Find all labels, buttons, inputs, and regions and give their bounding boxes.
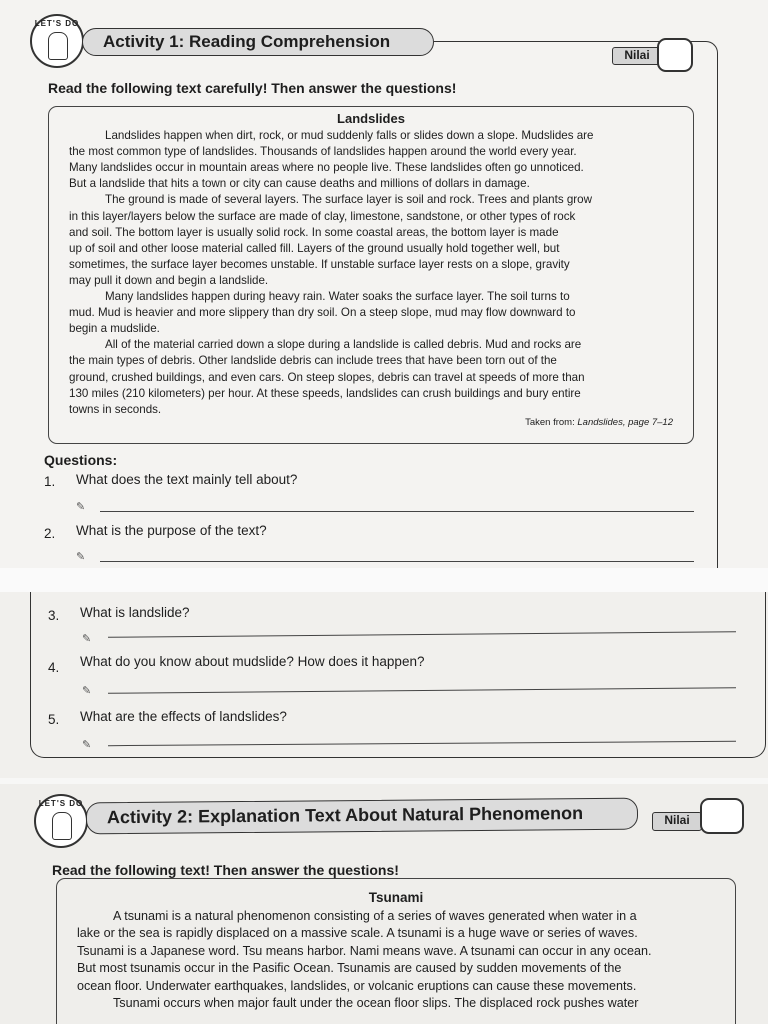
question-number: 2. [44, 526, 56, 541]
question-text: What is landslide? [80, 605, 190, 620]
passage-title: Tsunami [368, 890, 424, 905]
pencil-icon: ✎ [76, 501, 86, 513]
passage-line: sometimes, the surface layer becomes unstable. If unstable surface layer rests on a slope, gravity [69, 257, 570, 271]
question-text: What are the effects of landslides? [80, 709, 287, 724]
lets-do-badge [34, 794, 88, 848]
question-text: What does the text mainly tell about? [76, 472, 298, 487]
passage-line: the main types of debris. Other landslide debris can include trees that have been torn out of the [69, 354, 557, 368]
passage-line: A tsunami is a natural phenomenon consisting of a series of waves generated when water in a [113, 909, 637, 923]
question-number: 4. [48, 660, 60, 675]
activity1-instruction: Read the following text carefully! Then answer the questions! [48, 80, 457, 96]
nilai-label: Nilai [612, 47, 662, 65]
badge-label: LET'S DO [34, 19, 80, 28]
activity1-page-bottom [0, 592, 768, 778]
activity1-title: Activity 1: Reading Comprehension [82, 28, 434, 56]
passage-line: Many landslides happen during heavy rain. Water soaks the surface layer. The soil turns to [105, 290, 570, 303]
passage-title: Landslides [337, 111, 405, 126]
activity2-page [0, 784, 768, 1024]
passage-line: towns in seconds. [69, 402, 162, 416]
question-text: What do you know about mudslide? How does it happen? [80, 654, 425, 669]
pencil-icon: ✎ [82, 633, 92, 645]
passage-line: But a landslide that hits a town or city can cause deaths and millions of dollars in damage. [69, 177, 530, 191]
passage-line: the most common type of landslides. Thousands of landslides happen around the world every year. [69, 145, 577, 159]
passage-line: Tsunami occurs when major fault under the ocean floor slips. The displaced rock pushes water [113, 996, 639, 1010]
pencil-icon: ✎ [82, 685, 92, 697]
passage-line: and soil. The bottom layer is usually solid rock. In some coastal areas, the bottom layer is made [69, 225, 559, 239]
question-number: 3. [48, 608, 60, 623]
passage-line: Many landslides occur in mountain areas where no people live. These landslides often go unnoticed. [69, 161, 584, 175]
answer-line-1[interactable] [100, 511, 694, 512]
pencil-icon: ✎ [82, 739, 92, 751]
passage-line: The ground is made of several layers. The surface layer is soil and rock. Trees and plants grow [105, 193, 592, 207]
passage-box [56, 878, 736, 1024]
student-figure-icon [48, 32, 68, 60]
passage-line: may pull it down and begin a landslide. [69, 273, 269, 287]
passage-line: ocean floor. Underwater earthquakes, landslides, or volcanic eruptions can cause these movements. [77, 978, 637, 993]
passage-line: mud. Mud is heavier and more slippery than dry soil. On a steep slope, mud may flow downward to [69, 306, 576, 320]
questions-heading: Questions: [44, 452, 118, 468]
nilai-label: Nilai [652, 812, 702, 831]
source-title: Landslides, page 7–12 [577, 417, 673, 428]
score-box[interactable] [657, 38, 693, 72]
badge-label: LET'S DO [38, 799, 84, 808]
passage-line: in this layer/layers below the surface are made of clay, limestone, sandstone, or other types of rock [69, 209, 576, 223]
answer-line-2[interactable] [100, 561, 694, 562]
question-number: 5. [48, 712, 60, 727]
source-prefix: Taken from: [525, 417, 578, 428]
page-border [704, 41, 718, 568]
passage-source [525, 417, 673, 428]
passage-line: lake or the sea is rapidly displaced on a massive scale. A tsunami is a huge wave or series of waves. [77, 926, 638, 941]
lets-do-badge [30, 14, 84, 68]
passage-line: ground, crushed buildings, and even cars. On steep slopes, debris can travel at speeds of more than [69, 370, 585, 384]
question-text: What is the purpose of the text? [76, 523, 267, 538]
passage-line: 130 miles (210 kilometers) per hour. At these speeds, landslides can crush buildings and bury entire [69, 386, 581, 400]
score-box[interactable] [700, 798, 744, 834]
passage-line: Landslides happen when dirt, rock, or mud suddenly falls or slides down a slope. Mudslides are [105, 129, 594, 142]
passage-box [48, 106, 694, 444]
passage-line: But most tsunamis occur in the Pasific Ocean. Tsunamis are caused by sudden movements of the [77, 961, 622, 976]
passage-line: begin a mudslide. [69, 322, 160, 336]
passage-line: All of the material carried down a slope during a landslide is called debris. Mud and rocks are [105, 338, 582, 352]
page-gap [0, 568, 768, 592]
pencil-icon: ✎ [76, 551, 86, 563]
passage-line: Tsunami is a Japanese word. Tsu means harbor. Nami means wave. A tsunami can occur in any ocean. [77, 943, 652, 958]
activity2-instruction: Read the following text! Then answer the questions! [52, 862, 399, 878]
question-number: 1. [44, 474, 56, 489]
activity2-title: Activity 2: Explanation Text About Natural Phenomenon [86, 798, 638, 835]
passage-line: up of soil and other loose material called fill. Layers of the ground usually hold together well, but [69, 241, 560, 255]
student-figure-icon [52, 812, 72, 840]
